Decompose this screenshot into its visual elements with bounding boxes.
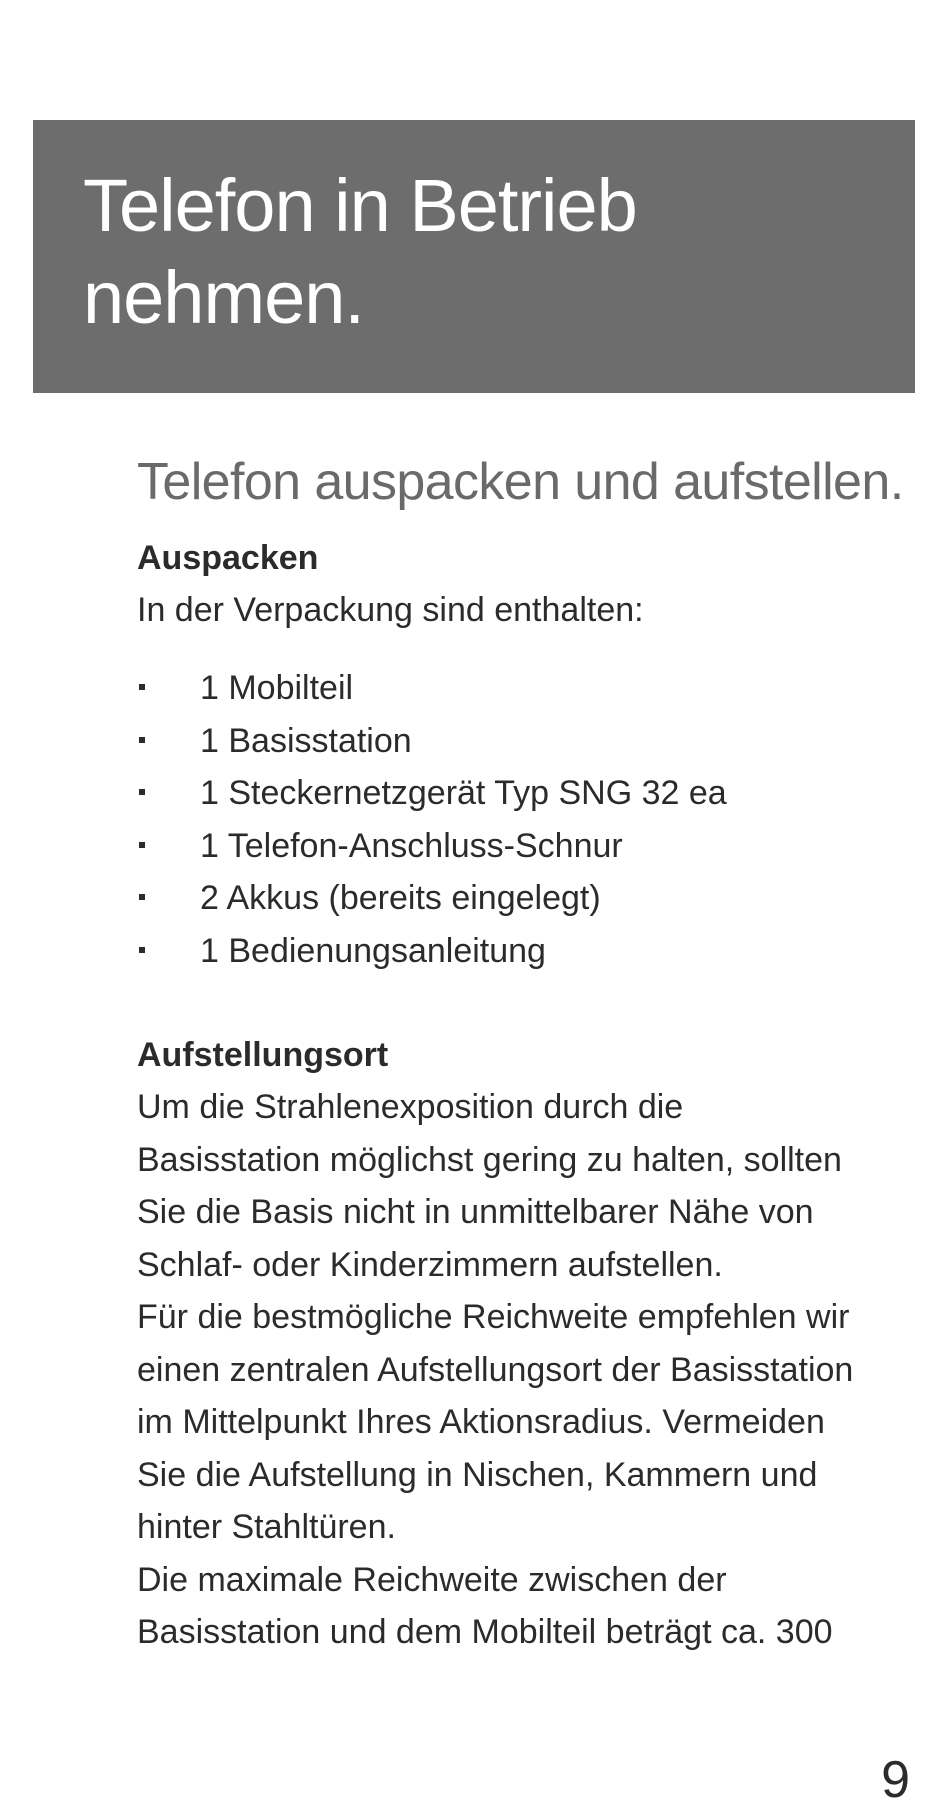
list-item-text: 1 Steckernetzgerät Typ SNG 32 ea [200,774,727,812]
body-line: im Mittelpunkt Ihres Aktionsradius. Vermeiden [137,1403,825,1441]
body-line: Für die bestmögliche Reichweite empfehlen wir [137,1298,850,1336]
body-line: hinter Stahltüren. [137,1508,396,1546]
list-item [137,820,917,873]
unpacking-heading: Auspacken [137,539,319,577]
list-item [137,662,917,715]
list-item-text: 1 Basisstation [200,721,412,760]
list-item [137,715,917,768]
list-item [137,872,917,925]
page-content [137,448,917,1659]
chapter-title [83,160,637,344]
page-number: 9 [881,1751,910,1809]
body-line: Basisstation und dem Mobilteil beträgt ca. 300 [137,1613,833,1651]
chapter-title-line-2: nehmen. [83,256,364,339]
body-line: Die maximale Reichweite zwischen der [137,1560,727,1599]
bullet-icon [139,842,145,848]
body-line: Um die Strahlenexposition durch die [137,1088,684,1126]
list-item [137,767,917,820]
list-item-text: 1 Mobilteil [200,669,354,707]
location-body [137,1081,917,1659]
list-item [137,925,917,978]
list-item-text: 2 Akkus (bereits eingelegt) [200,879,601,917]
bullet-icon [139,947,145,953]
section-heading: Telefon auspacken und aufstellen. [137,453,904,511]
bullet-icon [139,894,145,900]
bullet-icon [139,737,145,743]
location-heading: Aufstellungsort [137,1036,389,1074]
list-item-text: 1 Telefon-Anschluss-Schnur [200,826,623,865]
body-line: Sie die Basis nicht in unmittelbarer Nähe von [137,1193,814,1231]
chapter-title-line-1: Telefon in Betrieb [83,164,637,247]
body-line: Schlaf- oder Kinderzimmern aufstellen. [137,1245,723,1284]
unpacking-intro: In der Verpackung sind enthalten: [137,591,644,629]
package-contents-list [137,662,917,977]
body-line: Basisstation möglichst gering zu halten, sollten [137,1140,842,1179]
bullet-icon [139,684,145,690]
body-line: einen zentralen Aufstellungsort der Basisstation [137,1350,854,1389]
bullet-icon [139,789,145,795]
chapter-header-band [33,120,915,393]
list-item-text: 1 Bedienungsanleitung [200,931,546,970]
body-line: Sie die Aufstellung in Nischen, Kammern und [137,1455,818,1494]
